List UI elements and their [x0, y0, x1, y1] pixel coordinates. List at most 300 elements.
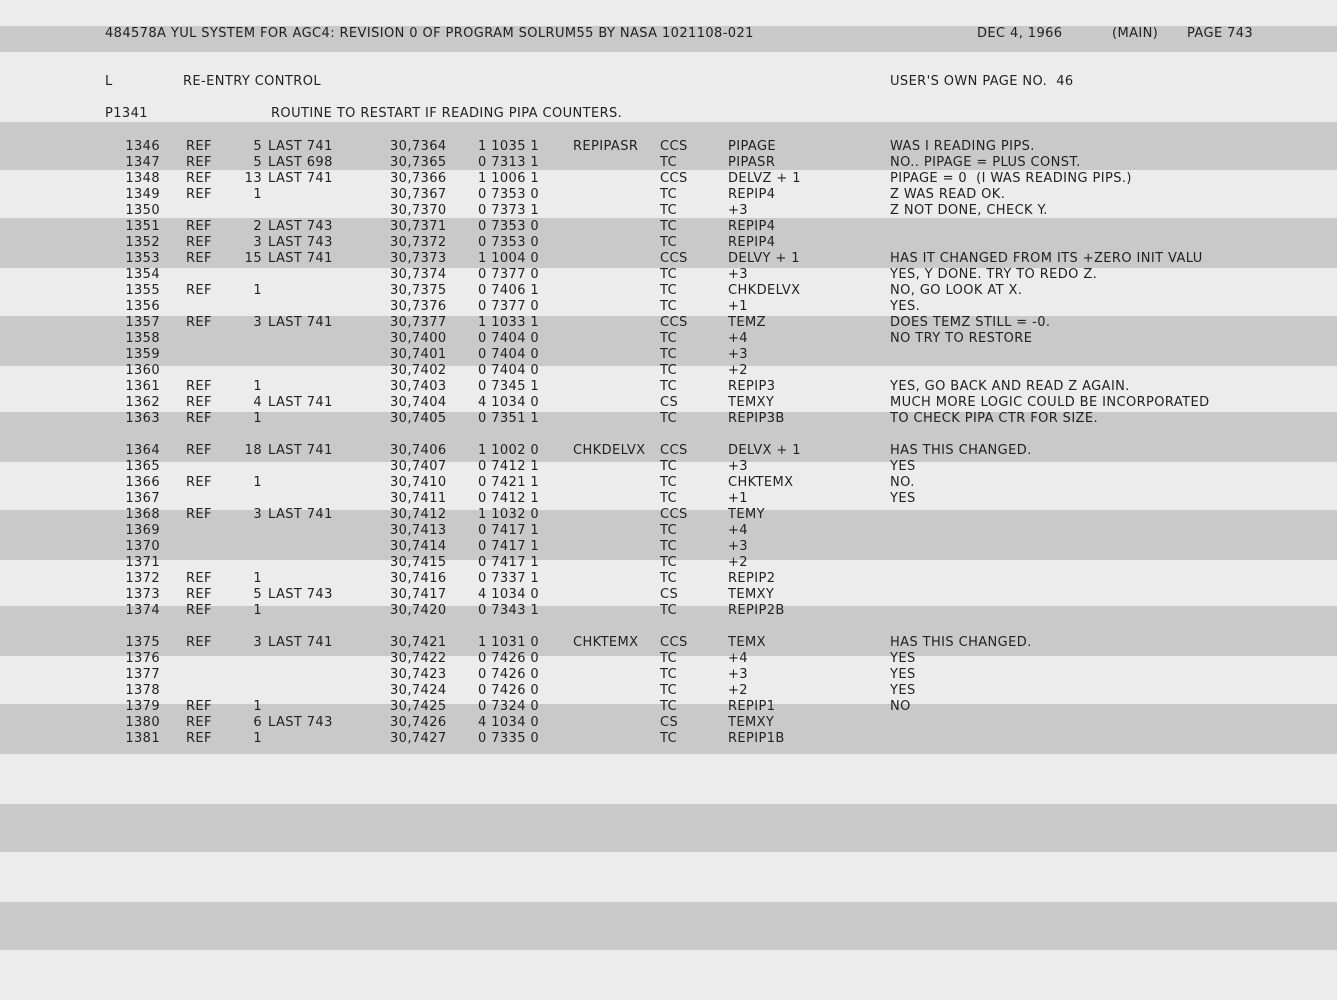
ref-marker: REF: [186, 507, 212, 522]
operand: REPIP4: [728, 187, 776, 202]
address: 30,7423: [390, 667, 447, 682]
ref-marker: REF: [186, 411, 212, 426]
line-number: 1355: [125, 283, 160, 298]
ref-marker: REF: [186, 187, 212, 202]
listing-row: [0, 539, 1337, 555]
opcode: TC: [660, 683, 678, 698]
line-number: 1380: [125, 715, 160, 730]
octal-code: 0 7351 1: [478, 411, 540, 426]
opcode: CCS: [660, 171, 688, 186]
line-number: 1351: [125, 219, 160, 234]
listing-row: [0, 667, 1337, 683]
octal-code: 0 7373 1: [478, 203, 540, 218]
operand: +2: [728, 555, 748, 570]
line-number: 1350: [125, 203, 160, 218]
address: 30,7411: [390, 491, 447, 506]
address: 30,7365: [390, 155, 447, 170]
last-ref: LAST 741: [268, 171, 333, 186]
listing-row: [0, 251, 1337, 267]
ref-count: 4: [253, 395, 262, 410]
address: 30,7376: [390, 299, 447, 314]
listing-row: [0, 411, 1337, 427]
octal-code: 0 7426 0: [478, 667, 540, 682]
octal-code: 0 7377 0: [478, 299, 540, 314]
address: 30,7406: [390, 443, 447, 458]
listing-row: [0, 507, 1337, 523]
opcode: CS: [660, 587, 679, 602]
octal-code: 0 7421 1: [478, 475, 540, 490]
line-number: 1370: [125, 539, 160, 554]
line-number: 1364: [125, 443, 160, 458]
line-number: 1374: [125, 603, 160, 618]
comment: PIPAGE = 0 (I WAS READING PIPS.): [890, 171, 1132, 186]
line-number: 1366: [125, 475, 160, 490]
line-number: 1377: [125, 667, 160, 682]
ref-count: 1: [253, 603, 262, 618]
opcode: TC: [660, 155, 678, 170]
operand: TEMXY: [728, 395, 775, 410]
operand: REPIP3B: [728, 411, 785, 426]
operand: DELVZ + 1: [728, 171, 801, 186]
comment: NO.. PIPAGE = PLUS CONST.: [890, 155, 1081, 170]
code-label: REPIPASR: [573, 139, 639, 154]
line-number: 1360: [125, 363, 160, 378]
address: 30,7415: [390, 555, 447, 570]
listing-row: [0, 523, 1337, 539]
operand: +3: [728, 459, 748, 474]
opcode: TC: [660, 203, 678, 218]
address: 30,7367: [390, 187, 447, 202]
operand: TEMX: [728, 635, 766, 650]
listing-row: [0, 587, 1337, 603]
comment: YES: [890, 651, 916, 666]
last-ref: LAST 741: [268, 507, 333, 522]
opcode: TC: [660, 219, 678, 234]
comment: YES: [890, 491, 916, 506]
address: 30,7422: [390, 651, 447, 666]
last-ref: LAST 741: [268, 315, 333, 330]
line-number: 1357: [125, 315, 160, 330]
ref-count: 1: [253, 187, 262, 202]
paper-band: [0, 804, 1337, 852]
ref-marker: REF: [186, 475, 212, 490]
comment: WAS I READING PIPS.: [890, 139, 1035, 154]
ref-marker: REF: [186, 155, 212, 170]
ref-count: 1: [253, 283, 262, 298]
listing-row: [0, 379, 1337, 395]
octal-code: 1 1032 0: [478, 507, 540, 522]
operand: REPIP4: [728, 235, 776, 250]
routine-title: ROUTINE TO RESTART IF READING PIPA COUNTERS.: [271, 106, 623, 121]
address: 30,7405: [390, 411, 447, 426]
ref-marker: REF: [186, 587, 212, 602]
last-ref: LAST 741: [268, 139, 333, 154]
opcode: TC: [660, 379, 678, 394]
ref-count: 2: [253, 219, 262, 234]
address: 30,7404: [390, 395, 447, 410]
ref-marker: REF: [186, 699, 212, 714]
address: 30,7371: [390, 219, 447, 234]
listing-row: [0, 187, 1337, 203]
octal-code: 1 1033 1: [478, 315, 540, 330]
opcode: TC: [660, 475, 678, 490]
listing-row: [0, 491, 1337, 507]
listing-row: [0, 683, 1337, 699]
subheader-title: RE-ENTRY CONTROL: [183, 74, 321, 89]
header-section: (MAIN): [1112, 26, 1159, 41]
ref-count: 6: [253, 715, 262, 730]
opcode: TC: [660, 523, 678, 538]
opcode: TC: [660, 187, 678, 202]
opcode: TC: [660, 299, 678, 314]
line-number: 1359: [125, 347, 160, 362]
opcode: CCS: [660, 443, 688, 458]
ref-marker: REF: [186, 395, 212, 410]
opcode: TC: [660, 363, 678, 378]
comment: NO, GO LOOK AT X.: [890, 283, 1023, 298]
operand: +4: [728, 523, 748, 538]
octal-code: 1 1002 0: [478, 443, 540, 458]
operand: REPIP2B: [728, 603, 785, 618]
ref-marker: REF: [186, 603, 212, 618]
octal-code: 0 7404 0: [478, 331, 540, 346]
ref-marker: REF: [186, 171, 212, 186]
ref-count: 1: [253, 731, 262, 746]
line-number: 1363: [125, 411, 160, 426]
opcode: TC: [660, 411, 678, 426]
address: 30,7416: [390, 571, 447, 586]
comment: YES: [890, 459, 916, 474]
ref-marker: REF: [186, 235, 212, 250]
octal-code: 0 7412 1: [478, 491, 540, 506]
operand: +1: [728, 491, 748, 506]
ref-count: 1: [253, 571, 262, 586]
listing-row: [0, 475, 1337, 491]
ref-marker: REF: [186, 571, 212, 586]
comment: DOES TEMZ STILL = -0.: [890, 315, 1051, 330]
comment: Z WAS READ OK.: [890, 187, 1006, 202]
ref-count: 5: [253, 587, 262, 602]
line-number: 1372: [125, 571, 160, 586]
address: 30,7425: [390, 699, 447, 714]
opcode: TC: [660, 699, 678, 714]
ref-count: 3: [253, 315, 262, 330]
octal-code: 0 7343 1: [478, 603, 540, 618]
address: 30,7427: [390, 731, 447, 746]
comment: YES: [890, 683, 916, 698]
address: 30,7372: [390, 235, 447, 250]
comment: NO: [890, 699, 911, 714]
opcode: TC: [660, 283, 678, 298]
operand: DELVX + 1: [728, 443, 801, 458]
ref-marker: REF: [186, 379, 212, 394]
operand: TEMXY: [728, 587, 775, 602]
comment: TO CHECK PIPA CTR FOR SIZE.: [890, 411, 1099, 426]
listing-row: [0, 635, 1337, 651]
address: 30,7375: [390, 283, 447, 298]
listing-row: [0, 139, 1337, 155]
operand: TEMXY: [728, 715, 775, 730]
octal-code: 0 7313 1: [478, 155, 540, 170]
octal-code: 0 7337 1: [478, 571, 540, 586]
opcode: TC: [660, 603, 678, 618]
address: 30,7407: [390, 459, 447, 474]
last-ref: LAST 741: [268, 443, 333, 458]
listing-row: [0, 171, 1337, 187]
line-number: 1352: [125, 235, 160, 250]
ref-marker: REF: [186, 715, 212, 730]
listing-row: [0, 347, 1337, 363]
opcode: CS: [660, 395, 679, 410]
ref-marker: REF: [186, 635, 212, 650]
ref-marker: REF: [186, 315, 212, 330]
operand: +3: [728, 347, 748, 362]
address: 30,7412: [390, 507, 447, 522]
ref-count: 5: [253, 155, 262, 170]
octal-code: 0 7353 0: [478, 219, 540, 234]
opcode: TC: [660, 267, 678, 282]
octal-code: 0 7404 0: [478, 347, 540, 362]
listing-row: [0, 203, 1337, 219]
ref-count: 18: [244, 443, 262, 458]
listing-row: [0, 715, 1337, 731]
line-number: 1349: [125, 187, 160, 202]
address: 30,7426: [390, 715, 447, 730]
address: 30,7414: [390, 539, 447, 554]
user-page-number: USER'S OWN PAGE NO. 46: [890, 74, 1074, 89]
last-ref: LAST 741: [268, 635, 333, 650]
line-number: 1378: [125, 683, 160, 698]
ref-count: 5: [253, 139, 262, 154]
listing-row: [0, 443, 1337, 459]
address: 30,7424: [390, 683, 447, 698]
comment: NO.: [890, 475, 915, 490]
octal-code: 0 7324 0: [478, 699, 540, 714]
code-label: CHKTEMX: [573, 635, 639, 650]
operand: +4: [728, 651, 748, 666]
octal-code: 4 1034 0: [478, 395, 540, 410]
operand: CHKDELVX: [728, 283, 801, 298]
paper-band: [0, 902, 1337, 950]
opcode: TC: [660, 331, 678, 346]
line-number: 1354: [125, 267, 160, 282]
listing-row: [0, 155, 1337, 171]
line-number: 1369: [125, 523, 160, 538]
listing-row: [0, 603, 1337, 619]
routine-id: P1341: [105, 106, 148, 121]
octal-code: 0 7417 1: [478, 555, 540, 570]
opcode: TC: [660, 731, 678, 746]
comment: HAS THIS CHANGED.: [890, 443, 1032, 458]
address: 30,7410: [390, 475, 447, 490]
ref-count: 1: [253, 699, 262, 714]
ref-count: 3: [253, 507, 262, 522]
address: 30,7400: [390, 331, 447, 346]
octal-code: 0 7353 0: [478, 187, 540, 202]
octal-code: 4 1034 0: [478, 715, 540, 730]
ref-count: 1: [253, 475, 262, 490]
octal-code: 1 1004 0: [478, 251, 540, 266]
comment: NO TRY TO RESTORE: [890, 331, 1033, 346]
comment: HAS THIS CHANGED.: [890, 635, 1032, 650]
last-ref: LAST 741: [268, 395, 333, 410]
opcode: CS: [660, 715, 679, 730]
comment: HAS IT CHANGED FROM ITS +ZERO INIT VALU: [890, 251, 1203, 266]
address: 30,7377: [390, 315, 447, 330]
line-number: 1371: [125, 555, 160, 570]
listing-row: [0, 459, 1337, 475]
operand: +3: [728, 667, 748, 682]
ref-count: 1: [253, 411, 262, 426]
ref-count: 1: [253, 379, 262, 394]
ref-marker: REF: [186, 219, 212, 234]
octal-code: 0 7406 1: [478, 283, 540, 298]
octal-code: 1 1031 0: [478, 635, 540, 650]
opcode: TC: [660, 235, 678, 250]
line-number: 1373: [125, 587, 160, 602]
comment: YES, GO BACK AND READ Z AGAIN.: [890, 379, 1130, 394]
opcode: TC: [660, 555, 678, 570]
operand: REPIP2: [728, 571, 776, 586]
ref-marker: REF: [186, 139, 212, 154]
operand: +1: [728, 299, 748, 314]
operand: REPIP1B: [728, 731, 785, 746]
listing-row: [0, 555, 1337, 571]
operand: CHKTEMX: [728, 475, 794, 490]
listing-row: [0, 699, 1337, 715]
listing-row: [0, 651, 1337, 667]
line-number: 1367: [125, 491, 160, 506]
last-ref: LAST 743: [268, 587, 333, 602]
line-number: 1356: [125, 299, 160, 314]
line-number: 1375: [125, 635, 160, 650]
ref-count: 15: [244, 251, 262, 266]
listing-row: [0, 331, 1337, 347]
address: 30,7374: [390, 267, 447, 282]
line-number: 1368: [125, 507, 160, 522]
subheader-mark: L: [105, 74, 113, 89]
address: 30,7420: [390, 603, 447, 618]
line-number: 1365: [125, 459, 160, 474]
opcode: TC: [660, 459, 678, 474]
listing-row: [0, 283, 1337, 299]
address: 30,7370: [390, 203, 447, 218]
octal-code: 0 7417 1: [478, 539, 540, 554]
operand: +4: [728, 331, 748, 346]
address: 30,7413: [390, 523, 447, 538]
octal-code: 1 1006 1: [478, 171, 540, 186]
opcode: TC: [660, 667, 678, 682]
last-ref: LAST 741: [268, 251, 333, 266]
opcode: CCS: [660, 139, 688, 154]
octal-code: 4 1034 0: [478, 587, 540, 602]
listing-row: [0, 363, 1337, 379]
ref-count: 3: [253, 235, 262, 250]
last-ref: LAST 743: [268, 715, 333, 730]
listing-row: [0, 571, 1337, 587]
opcode: CCS: [660, 507, 688, 522]
opcode: TC: [660, 571, 678, 586]
address: 30,7401: [390, 347, 447, 362]
octal-code: 0 7377 0: [478, 267, 540, 282]
opcode: TC: [660, 491, 678, 506]
octal-code: 0 7426 0: [478, 651, 540, 666]
listing-row: [0, 219, 1337, 235]
comment: YES.: [890, 299, 921, 314]
line-number: 1358: [125, 331, 160, 346]
comment: MUCH MORE LOGIC COULD BE INCORPORATED: [890, 395, 1210, 410]
listing-row: [0, 299, 1337, 315]
address: 30,7373: [390, 251, 447, 266]
listing-row: [0, 731, 1337, 747]
operand: TEMY: [728, 507, 765, 522]
ref-marker: REF: [186, 731, 212, 746]
line-number: 1376: [125, 651, 160, 666]
ref-marker: REF: [186, 251, 212, 266]
opcode: TC: [660, 539, 678, 554]
opcode: TC: [660, 651, 678, 666]
octal-code: 1 1035 1: [478, 139, 540, 154]
octal-code: 0 7345 1: [478, 379, 540, 394]
address: 30,7417: [390, 587, 447, 602]
line-number: 1361: [125, 379, 160, 394]
operand: DELVY + 1: [728, 251, 800, 266]
line-number: 1362: [125, 395, 160, 410]
address: 30,7364: [390, 139, 447, 154]
listing-row: [0, 395, 1337, 411]
ref-marker: REF: [186, 443, 212, 458]
last-ref: LAST 743: [268, 235, 333, 250]
last-ref: LAST 698: [268, 155, 333, 170]
operand: +2: [728, 683, 748, 698]
operand: REPIP1: [728, 699, 776, 714]
line-number: 1379: [125, 699, 160, 714]
ref-count: 3: [253, 635, 262, 650]
opcode: CCS: [660, 635, 688, 650]
line-number: 1346: [125, 139, 160, 154]
operand: +3: [728, 539, 748, 554]
operand: +3: [728, 267, 748, 282]
operand: REPIP3: [728, 379, 776, 394]
last-ref: LAST 743: [268, 219, 333, 234]
operand: +2: [728, 363, 748, 378]
address: 30,7402: [390, 363, 447, 378]
operand: PIPASR: [728, 155, 776, 170]
comment: Z NOT DONE, CHECK Y.: [890, 203, 1048, 218]
header-date: DEC 4, 1966: [977, 26, 1063, 41]
octal-code: 0 7417 1: [478, 523, 540, 538]
line-number: 1347: [125, 155, 160, 170]
code-label: CHKDELVX: [573, 443, 646, 458]
address: 30,7366: [390, 171, 447, 186]
operand: TEMZ: [728, 315, 766, 330]
comment: YES: [890, 667, 916, 682]
octal-code: 0 7335 0: [478, 731, 540, 746]
octal-code: 0 7404 0: [478, 363, 540, 378]
opcode: CCS: [660, 315, 688, 330]
listing-row: [0, 235, 1337, 251]
octal-code: 0 7412 1: [478, 459, 540, 474]
line-number: 1353: [125, 251, 160, 266]
operand: +3: [728, 203, 748, 218]
octal-code: 0 7353 0: [478, 235, 540, 250]
comment: YES, Y DONE. TRY TO REDO Z.: [890, 267, 1098, 282]
ref-marker: REF: [186, 283, 212, 298]
address: 30,7403: [390, 379, 447, 394]
operand: REPIP4: [728, 219, 776, 234]
opcode: CCS: [660, 251, 688, 266]
line-number: 1348: [125, 171, 160, 186]
